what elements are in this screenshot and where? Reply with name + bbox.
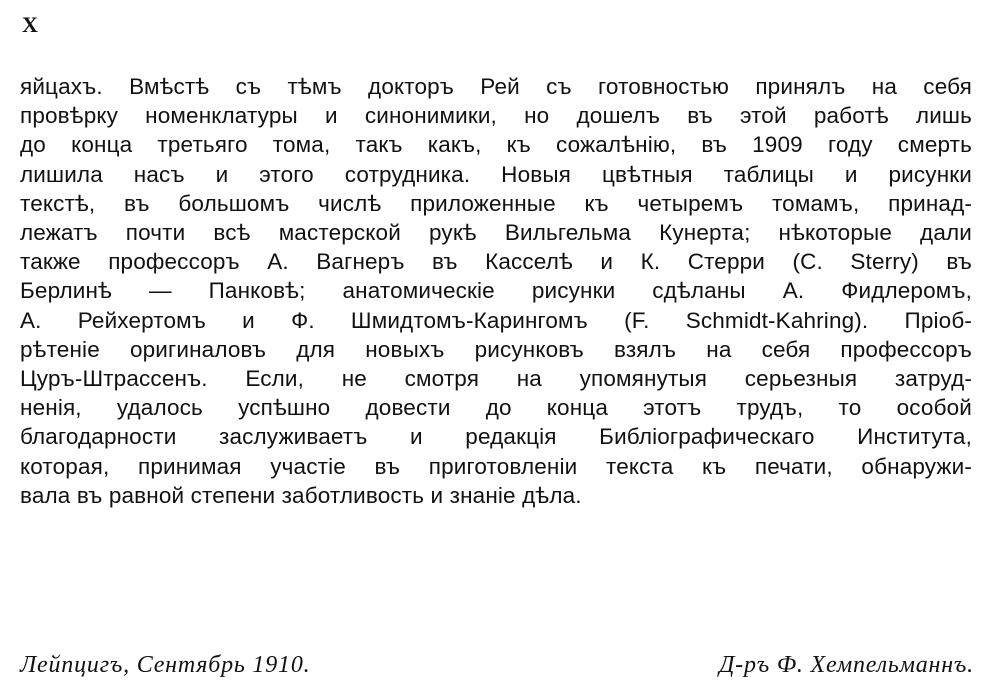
text-line: лежатъ почти всѣ мастерской рукѣ Вильгельма Кунерта; нѣкоторые дали xyxy=(20,220,972,246)
text-line: до конца третьяго тома, такъ какъ, къ сожалѣнію, въ 1909 году смерть xyxy=(20,132,972,158)
text-line: лишила насъ и этого сотрудника. Новыя цвѣтныя таблицы и рисунки xyxy=(20,161,972,187)
text-line: яйцахъ. Вмѣстѣ съ тѣмъ докторъ Рей съ готовностью принялъ на себя xyxy=(20,74,972,99)
text-line: рѣтеніе оригиналовъ для новыхъ рисунковъ взялъ на себя профессоръ xyxy=(20,336,972,362)
page-number: X xyxy=(22,12,39,37)
body-paragraph xyxy=(20,72,972,510)
text-line-last: вала въ равной степени заботливость и знаніе дѣла. xyxy=(20,482,582,508)
text-line: Берлинѣ — Панковѣ; анатомическіе рисунки сдѣланы А. Фидлеромъ, xyxy=(20,278,972,304)
text-line: также профессоръ А. Вагнеръ въ Касселѣ и К. Стерри (C. Sterry) въ xyxy=(20,249,972,275)
text-line: текстѣ, въ большомъ числѣ приложенные къ четыремъ томамъ, принад- xyxy=(20,190,972,216)
text-line: А. Рейхертомъ и Ф. Шмидтомъ-Карингомъ (F. Schmidt-Kahring). Пріоб- xyxy=(20,307,972,333)
text-line: ненія, удалось успѣшно довести до конца этотъ трудъ, то особой xyxy=(20,395,972,421)
author-signature: Д-ръ Ф. Хемпельманнъ. xyxy=(719,652,974,678)
text-line: благодарности заслуживаетъ и редакція Библіографическаго Института, xyxy=(20,424,972,450)
place-date: Лейпцигъ, Сентябрь 1910. xyxy=(20,652,311,678)
text-line: которая, принимая участіе въ приготовленіи текста къ печати, обнаружи- xyxy=(20,453,972,479)
text-line: Цуръ-Штрассенъ. Если, не смотря на упомянутыя серьезныя затруд- xyxy=(20,366,972,392)
text-line: провѣрку номенклатуры и синонимики, но дошелъ въ этой работѣ лишь xyxy=(20,103,972,129)
